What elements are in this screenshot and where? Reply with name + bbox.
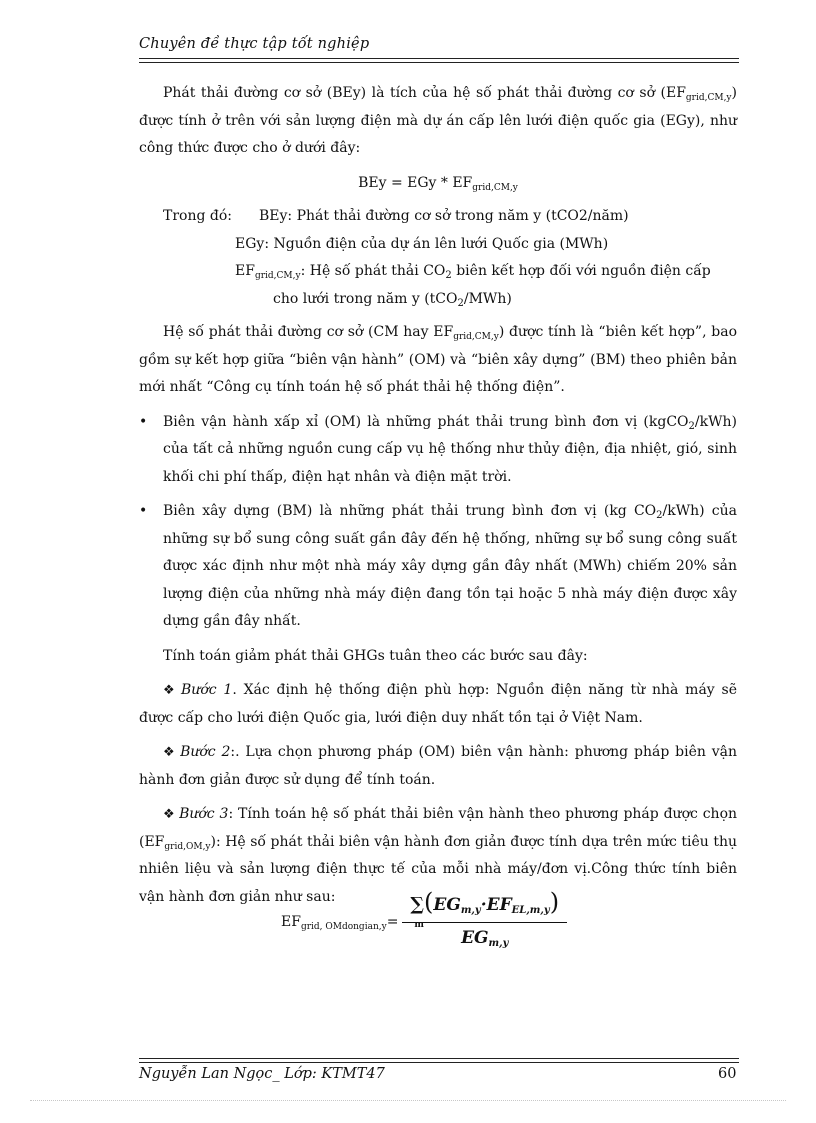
formula-lhs: $EF_{grid, OMdongian,y}=$ xyxy=(281,914,399,933)
formula-om-simple xyxy=(281,889,737,951)
bullet-icon: • xyxy=(139,413,148,430)
paragraph-combined-margin: Hệ số phát thải đường cơ sở (CM hay $EF_{grid,CM,y}$) được tính là “biên kết hợp”, bao gồm sự kết hợp giữa “biên vận hành” (OM) và “biên xây dựng” (BM) theo phiên bản mới nhất “Công cụ tính toán hệ số phát thải hệ thống điện”. xyxy=(139,324,737,395)
definitions-lead: Trong đó: xyxy=(163,208,232,224)
step-3: ❖ Bước 3: Tính toán hệ số phát thải biên vận hành theo phương pháp được chọn $(EF_{grid,OM,y})$: Hệ số phát thải biên vận hành đơn giản được tính dựa trên mức tiêu thụ nhiên liệu và sản lượng điện thực tế của mỗi nhà máy/đơn vị.Công thức tính biên vận hành đơn giản như sau: xyxy=(139,806,738,905)
diamond-bullet-icon: ❖ xyxy=(163,683,178,698)
footer-author: Nguyễn Lan Ngọc_ Lớp: KTMT47 xyxy=(139,1066,385,1082)
definition-ef-grid-cm: $EF_{grid,CM,y}$: Hệ số phát thải $CO_2$ biên kết hợp đối với nguồn điện cấp xyxy=(235,263,711,281)
formula-numerator: ∑ m $(EG_{m,y}\cdot EF_{EL,m,y})$ xyxy=(402,889,567,923)
step-2: ❖ Bước 2:. Lựa chọn phương pháp (OM) biên vận hành: phương pháp biên vận hành đơn giản được sử dụng để tính toán. xyxy=(139,744,738,788)
header-rule-top xyxy=(139,58,739,59)
paragraph-baseline-emission: Phát thải đường cơ sở (BEy) là tích của hệ số phát thải đường cơ sở $(EF_{grid,CM,y})$ được tính ở trên với sản lượng điện mà dự án cấp lên lưới điện quốc gia (EGy), như công thức được cho ở dưới đây: xyxy=(139,85,737,156)
running-header: Chuyên đề thực tập tốt nghiệp xyxy=(139,36,370,52)
equation-bey: BEy = EGy * $EF_{grid,CM,y}$ xyxy=(358,174,518,193)
page-number: 60 xyxy=(718,1066,737,1082)
definition-egy: EGy: Nguồn điện của dự án lên lưới Quốc gia (MWh) xyxy=(235,235,609,252)
page-edge-dotted-line xyxy=(30,1100,786,1101)
diamond-bullet-icon: ❖ xyxy=(163,807,176,822)
bullet-icon: • xyxy=(139,503,148,519)
definition-ef-grid-cm-cont: cho lưới trong năm y (tCO$_2$/MWh) xyxy=(273,290,512,309)
paragraph-steps-intro: Tính toán giảm phát thải GHGs tuân theo các bước sau đây: xyxy=(163,647,588,664)
definition-bey: BEy: Phát thải đường cơ sở trong năm y (tCO2/năm) xyxy=(259,208,629,224)
bullet-operating-margin: • Biên vận hành xấp xỉ (OM) là những phát thải trung bình đơn vị (kgCO$_2$/kWh) của tất cả những nguồn cung cấp vụ hệ thống như thủy điện, địa nhiệt, gió, sinh khối chi phí thấp, điện hạt nhân và điện mặt trời. xyxy=(139,409,737,492)
bullet-build-margin: • Biên xây dựng (BM) là những phát thải trung bình đơn vị (kg $CO_2/kWh$) của những sự bổ sung công suất gần đây đến hệ thống, những sự bổ sung công suất được xác định như một nhà máy xây dựng gần đây nhất (MWh) chiếm 20% sản lượng điện của những nhà máy điện đang tồn tại hoặc 5 nhà máy điện được xây dựng gần đây nhất. xyxy=(139,498,737,636)
formula-denominator: $EG_{m,y}$ xyxy=(461,928,509,949)
definitions-block xyxy=(139,203,737,313)
footer-rule-top xyxy=(139,1058,739,1059)
header-rule-bottom xyxy=(139,62,739,63)
footer-rule-bottom xyxy=(139,1062,739,1063)
formula-fraction xyxy=(402,889,567,951)
page-body xyxy=(139,80,737,951)
diamond-bullet-icon: ❖ xyxy=(163,745,177,760)
step-1: ❖ Bước 1. Xác định hệ thống điện phù hợp: Nguồn điện năng từ nhà máy sẽ được cấp cho lưới điện Quốc gia, lưới điện duy nhất tồn tại ở Việt Nam. xyxy=(139,682,737,726)
